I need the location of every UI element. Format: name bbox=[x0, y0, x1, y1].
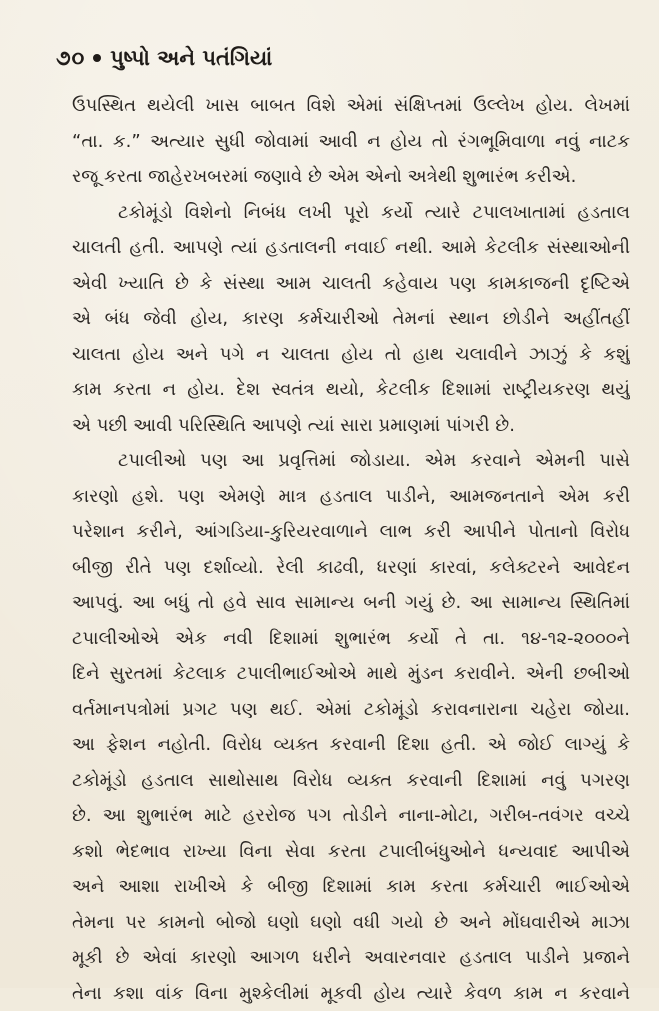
text-line: ટપાલીઓ પણ આ પ્રવૃત્તિમાં જોડાયા. એમ કરવાને એમની પાસે bbox=[72, 443, 630, 479]
text-line: વર્તમાનપત્રોમાં પ્રગટ પણ થઈ. એમાં ટકોમૂંડો કરાવનારાના ચહેરા જોયા. bbox=[72, 692, 630, 728]
book-title: પુષ્પો અને પતંગિયાં bbox=[110, 46, 272, 71]
text-line: ટપાલીઓએ એક નવી દિશામાં શુભારંભ કર્યો તે તા. ૧૪-૧૨-૨૦૦૦ને bbox=[72, 621, 630, 657]
text-line: દિને સુરતમાં કેટલાક ટપાલીભાઈઓએ માથે મુંડન કરાવીને. એની છબીઓ bbox=[72, 656, 630, 692]
running-head bbox=[56, 40, 272, 76]
text-line: કામ કરતા ન હોય. દેશ સ્વતંત્ર થયો, કેટલીક દિશામાં રાષ્ટ્રીયકરણ થયું bbox=[72, 372, 630, 408]
text-line: એ પછી આવી પરિસ્થિતિ આપણે ત્યાં સારા પ્રમાણમાં પાંગરી છે. bbox=[72, 408, 630, 444]
text-line: ટકોમૂંડો વિશેનો નિબંધ લખી પૂરો કર્યો ત્યારે ટપાલખાતામાં હડતાલ bbox=[72, 195, 630, 231]
text-line: ચાલતી હતી. આપણે ત્યાં હડતાલની નવાઈ નથી. આમે કેટલીક સંસ્થાઓની bbox=[72, 230, 630, 266]
text-line: ટકોમૂંડો હડતાલ સાથોસાથ વિરોધ વ્યક્ત કરવાની દિશામાં નવું પગરણ bbox=[72, 763, 630, 799]
text-line: મૂકી છે એવાં કારણો આગળ ધરીને અવારનવાર હડતાલ પાડીને પ્રજાને bbox=[72, 940, 630, 976]
text-line: ચાલતા હોય અને પગે ન ચાલતા હોય તો હાથ ચલાવીને ઝાઝું કે કશું bbox=[72, 337, 630, 373]
text-line: ઉપસ્થિત થયેલી ખાસ બાબત વિશે એમાં સંક્ષિપ્તમાં ઉલ્લેખ હોય. લેખમાં bbox=[72, 88, 630, 124]
text-line: “તા. ક.” અત્યાર સુધી જોવામાં આવી ન હોય તો રંગભૂમિવાળા નવું નાટક bbox=[72, 124, 630, 160]
text-line: બીજી રીતે પણ દર્શાવ્યો. રેલી કાઢવી, ધરણાં કારવાં, કલેક્ટરને આવેદન bbox=[72, 550, 630, 586]
body-text bbox=[72, 88, 630, 1011]
text-line: એવી ખ્યાતિ છે કે સંસ્થા આમ ચાલતી કહેવાય પણ કામકાજની દૃષ્ટિએ bbox=[72, 266, 630, 302]
text-line: અને આશા રાખીએ કે બીજી દિશામાં કામ કરતા કર્મચારી ભાઈઓએ bbox=[72, 869, 630, 905]
bullet-separator bbox=[93, 54, 101, 62]
paragraph-2 bbox=[72, 195, 630, 444]
text-line: આપવું. આ બધું તો હવે સાવ સામાન્ય બની ગયું છે. આ સામાન્ય સ્થિતિમાં bbox=[72, 585, 630, 621]
paragraph-3 bbox=[72, 443, 630, 1011]
text-line: રજૂ કરતા જાહેરખબરમાં જણાવે છે એમ એનો અત્રેથી શુભારંભ કરીએ. bbox=[72, 159, 630, 195]
text-line: પરેશાન કરીને, આંગડિયા-કુરિયરવાળાને લાભ કરી આપીને પોતાનો વિરોધ bbox=[72, 514, 630, 550]
text-line: એ બંધ જેવી હોય, કારણ કર્મચારીઓ તેમનાં સ્થાન છોડીને અહીંતહીં bbox=[72, 301, 630, 337]
page-number: ૭૦ bbox=[56, 46, 85, 71]
text-line: કશો ભેદભાવ રાખ્યા વિના સેવા કરતા ટપાલીબંધુઓને ધન્યવાદ આપીએ bbox=[72, 834, 630, 870]
paragraph-1 bbox=[72, 88, 630, 195]
text-line: તેના કશા વાંક વિના મુશ્કેલીમાં મૂકવી હોય ત્યારે કેવળ કામ ન કરવાને bbox=[72, 976, 630, 1011]
text-line: છે. આ શુભારંભ માટે હરરોજ પગ તોડીને નાના-મોટા, ગરીબ-તવંગર વચ્ચે bbox=[72, 798, 630, 834]
text-line: આ ફેશન નહોતી. વિરોધ વ્યક્ત કરવાની દિશા હતી. એ જોઈ લાગ્યું કે bbox=[72, 727, 630, 763]
text-line: તેમના પર કામનો બોજો ઘણો ઘણો વધી ગયો છે અને મોંઘવારીએ માઝા bbox=[72, 905, 630, 941]
text-line: કારણો હશે. પણ એમણે માત્ર હડતાલ પાડીને, આમજનતાને એમ કરી bbox=[72, 479, 630, 515]
